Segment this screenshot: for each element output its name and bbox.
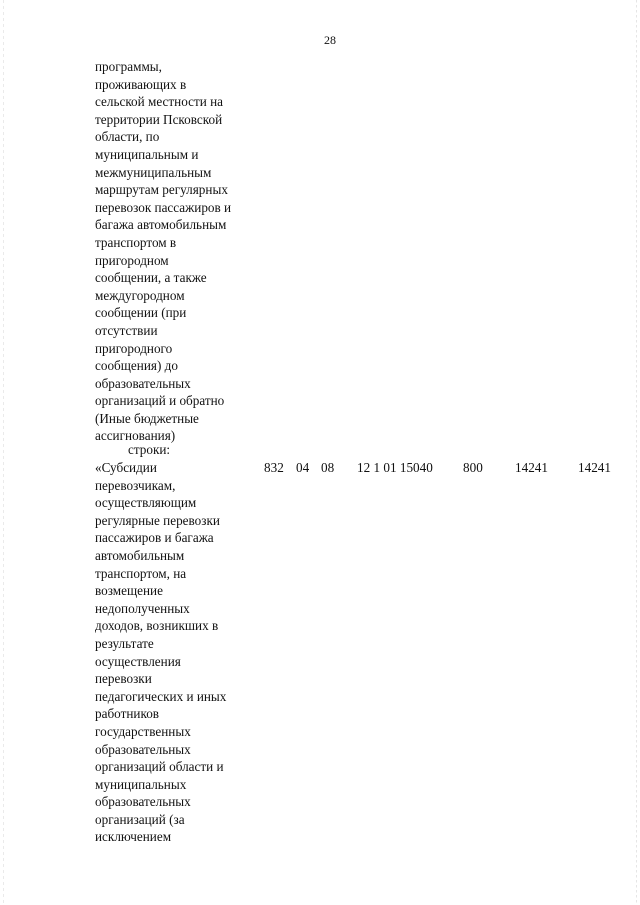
text-line: транспортом, на: [95, 565, 187, 581]
text-line: осуществляющим: [95, 495, 197, 511]
text-line: области, по: [95, 129, 160, 145]
text-line: образовательных: [95, 794, 191, 810]
text-line: межмуниципальным: [95, 164, 212, 180]
page-number: 28: [324, 33, 336, 47]
text-line: территории Псковской: [95, 111, 223, 127]
text-line: перевозок пассажиров и: [95, 199, 232, 215]
text-line: результате: [95, 635, 154, 651]
text-line: организаций (за: [95, 811, 185, 827]
cell-section-code: 04: [296, 460, 310, 475]
text-line: образовательных: [95, 375, 191, 391]
text-line: педагогических и иных: [95, 688, 227, 704]
text-line: доходов, возникших в: [95, 618, 219, 634]
text-line: сообщении, а также: [95, 270, 207, 286]
text-line: перевозчикам,: [95, 477, 176, 493]
text-line: автомобильным: [95, 547, 185, 563]
scan-edge-right: [636, 0, 637, 905]
rows-label: строки:: [128, 442, 171, 457]
text-line: пригородном: [95, 252, 169, 268]
text-line: осуществления: [95, 653, 181, 669]
text-line: транспортом в: [95, 234, 177, 250]
text-line: сельской местности на: [95, 94, 224, 110]
text-line: проживающих в: [95, 76, 187, 92]
text-line: муниципальных: [95, 776, 187, 792]
text-line: отсутствии: [95, 322, 158, 338]
text-line: пригородного: [95, 340, 173, 356]
text-line: муниципальным и: [95, 146, 199, 162]
text-line: исключением: [95, 829, 172, 845]
description-subsidy: [95, 459, 260, 846]
text-line: «Субсидии: [95, 460, 157, 475]
text-line: пассажиров и багажа: [95, 530, 214, 546]
text-line: сообщении (при: [95, 305, 187, 321]
text-line: багажа автомобильным: [95, 217, 227, 233]
text-line: перевозки: [95, 671, 152, 687]
text-line: регулярные перевозки: [95, 512, 220, 528]
text-line: сообщения) до: [95, 358, 178, 374]
cell-sum-second: 14241: [578, 460, 611, 475]
text-line: ассигнования): [95, 428, 176, 444]
text-line: недополученных: [95, 600, 190, 616]
text-line: междугородном: [95, 287, 185, 303]
scan-edge-left: [3, 0, 4, 905]
text-line: организаций области и: [95, 759, 224, 775]
cell-target-article: 12 1 01 15040: [357, 460, 433, 475]
text-line: программы,: [95, 59, 162, 74]
cell-ministry-code: 832: [264, 460, 284, 475]
text-line: (Иные бюджетные: [95, 410, 199, 426]
cell-expense-type: 800: [463, 460, 483, 475]
text-line: образовательных: [95, 741, 191, 757]
text-line: работников: [95, 706, 160, 722]
text-line: государственных: [95, 723, 191, 739]
text-line: возмещение: [95, 583, 163, 599]
description-continued: [95, 58, 260, 445]
text-line: организаций и обратно: [95, 393, 225, 409]
text-line: маршрутам регулярных: [95, 182, 228, 198]
cell-sum-first: 14241: [515, 460, 548, 475]
cell-subsection-code: 08: [321, 460, 335, 475]
